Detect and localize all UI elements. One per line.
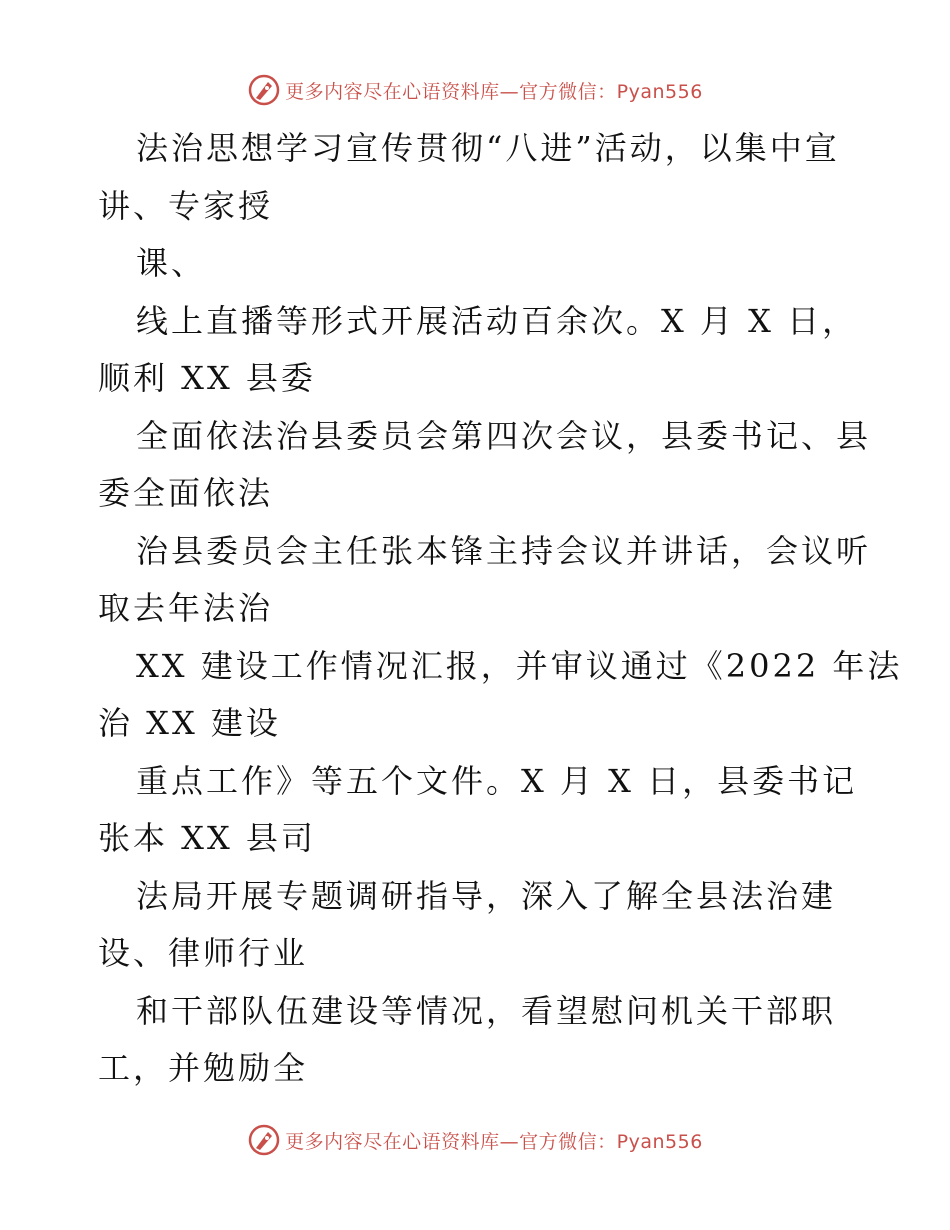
watermark-text: 更多内容尽在心语资料库—官方微信：Pyan556 bbox=[285, 80, 703, 103]
document-body bbox=[98, 120, 903, 1098]
paragraph-1: 法治思想学习宣传贯彻“八进”活动，以集中宣 讲、专家授 bbox=[98, 129, 840, 225]
footer-watermark bbox=[0, 1120, 950, 1160]
paragraph-6: XX 建设工作情况汇报，并审议通过《2022 年法 治 XX 建设 bbox=[98, 646, 903, 742]
paragraph-2: 课、 bbox=[136, 244, 207, 282]
header-watermark bbox=[0, 70, 950, 110]
paragraph-4: 全面依法治县委员会第四次会议，县委书记、县 委全面依法 bbox=[98, 416, 872, 512]
pen-nib-logo-icon bbox=[247, 1123, 281, 1157]
watermark-text: 更多内容尽在心语资料库—官方微信：Pyan556 bbox=[285, 1130, 703, 1153]
paragraph-5: 治县委员会主任张本锋主持会议并讲话，会议听 取去年法治 bbox=[98, 531, 872, 627]
paragraph-3: 线上直播等形式开展活动百余次。X 月 X 日， 顺利 XX 县委 bbox=[98, 301, 858, 397]
paragraph-7: 重点工作》等五个文件。X 月 X 日，县委书记 张本 XX 县司 bbox=[98, 761, 858, 857]
pen-nib-logo-icon bbox=[247, 73, 281, 107]
paragraph-9: 和干部队伍建设等情况，看望慰问机关干部职 工，并勉励全 bbox=[98, 991, 837, 1087]
paragraph-8: 法局开展专题调研指导，深入了解全县法治建 设、律师行业 bbox=[98, 876, 837, 972]
